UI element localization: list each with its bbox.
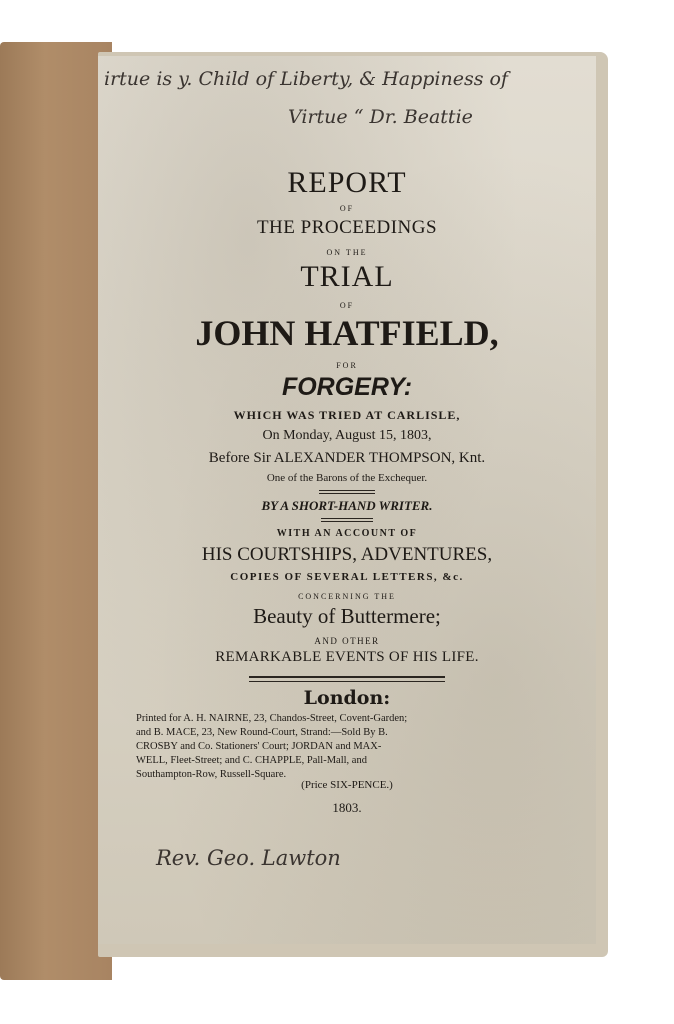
title-defendant-name: JOHN HATFIELD, xyxy=(195,313,499,353)
handwritten-inscription-line-1: irtue is y. Child of Liberty, & Happiness of xyxy=(104,68,508,90)
imprint-line: and B. MACE, 23, New Round-Court, Strand:—Sold By B. xyxy=(136,727,388,738)
trial-date: On Monday, August 15, 1803, xyxy=(262,428,432,443)
contents-with-account: WITH AN ACCOUNT OF xyxy=(276,528,418,539)
imprint-line: CROSBY and Co. Stationers' Court; JORDAN and MAX- xyxy=(136,741,382,752)
imprint-year: 1803. xyxy=(332,800,362,815)
contents-copies: COPIES OF SEVERAL LETTERS, &c. xyxy=(230,571,464,583)
title-of-1: OF xyxy=(339,204,355,213)
contents-courtships: HIS COURTSHIPS, ADVENTURES, xyxy=(201,544,493,565)
imprint-price: (Price SIX-PENCE.) xyxy=(301,779,393,791)
imprint-city: London: xyxy=(303,687,391,709)
handwritten-inscription-line-2: Virtue “ Dr. Beattie xyxy=(288,106,473,128)
title-page xyxy=(98,56,596,944)
contents-beauty: Beauty of Buttermere; xyxy=(253,604,441,628)
imprint-block xyxy=(136,712,556,782)
title-for: FOR xyxy=(336,361,358,370)
handwritten-signature: Rev. Geo. Lawton xyxy=(156,846,341,870)
title-crime: FORGERY: xyxy=(281,373,413,401)
title-on-the: ON THE xyxy=(326,248,368,257)
judge-office: One of the Barons of the Exchequer. xyxy=(266,472,428,484)
title-trial: TRIAL xyxy=(300,260,394,293)
divider-rule-1 xyxy=(319,490,375,494)
trial-judge: Before Sir ALEXANDER THOMPSON, Knt. xyxy=(208,450,486,466)
contents-remarkable: REMARKABLE EVENTS OF HIS LIFE. xyxy=(215,649,479,665)
title-proceedings: THE PROCEEDINGS xyxy=(256,217,438,238)
imprint-line: Printed for A. H. NAIRNE, 23, Chandos-Street, Covent-Garden; xyxy=(136,713,408,724)
book-cover-board xyxy=(0,42,112,980)
title-report: REPORT xyxy=(287,166,407,199)
contents-and-other: AND OTHER xyxy=(314,636,380,646)
divider-rule-3 xyxy=(249,676,445,682)
imprint-line: WELL, Fleet-Street; and C. CHAPPLE, Pall-Mall, and xyxy=(136,755,367,766)
imprint-line: Southampton-Row, Russell-Square. xyxy=(136,769,287,780)
title-of-2: OF xyxy=(339,301,355,310)
contents-concerning: CONCERNING THE xyxy=(298,592,396,601)
trial-location: WHICH WAS TRIED AT CARLISLE, xyxy=(233,408,461,422)
divider-rule-2 xyxy=(321,518,373,522)
writer-credit: BY A SHORT-HAND WRITER. xyxy=(261,498,433,513)
